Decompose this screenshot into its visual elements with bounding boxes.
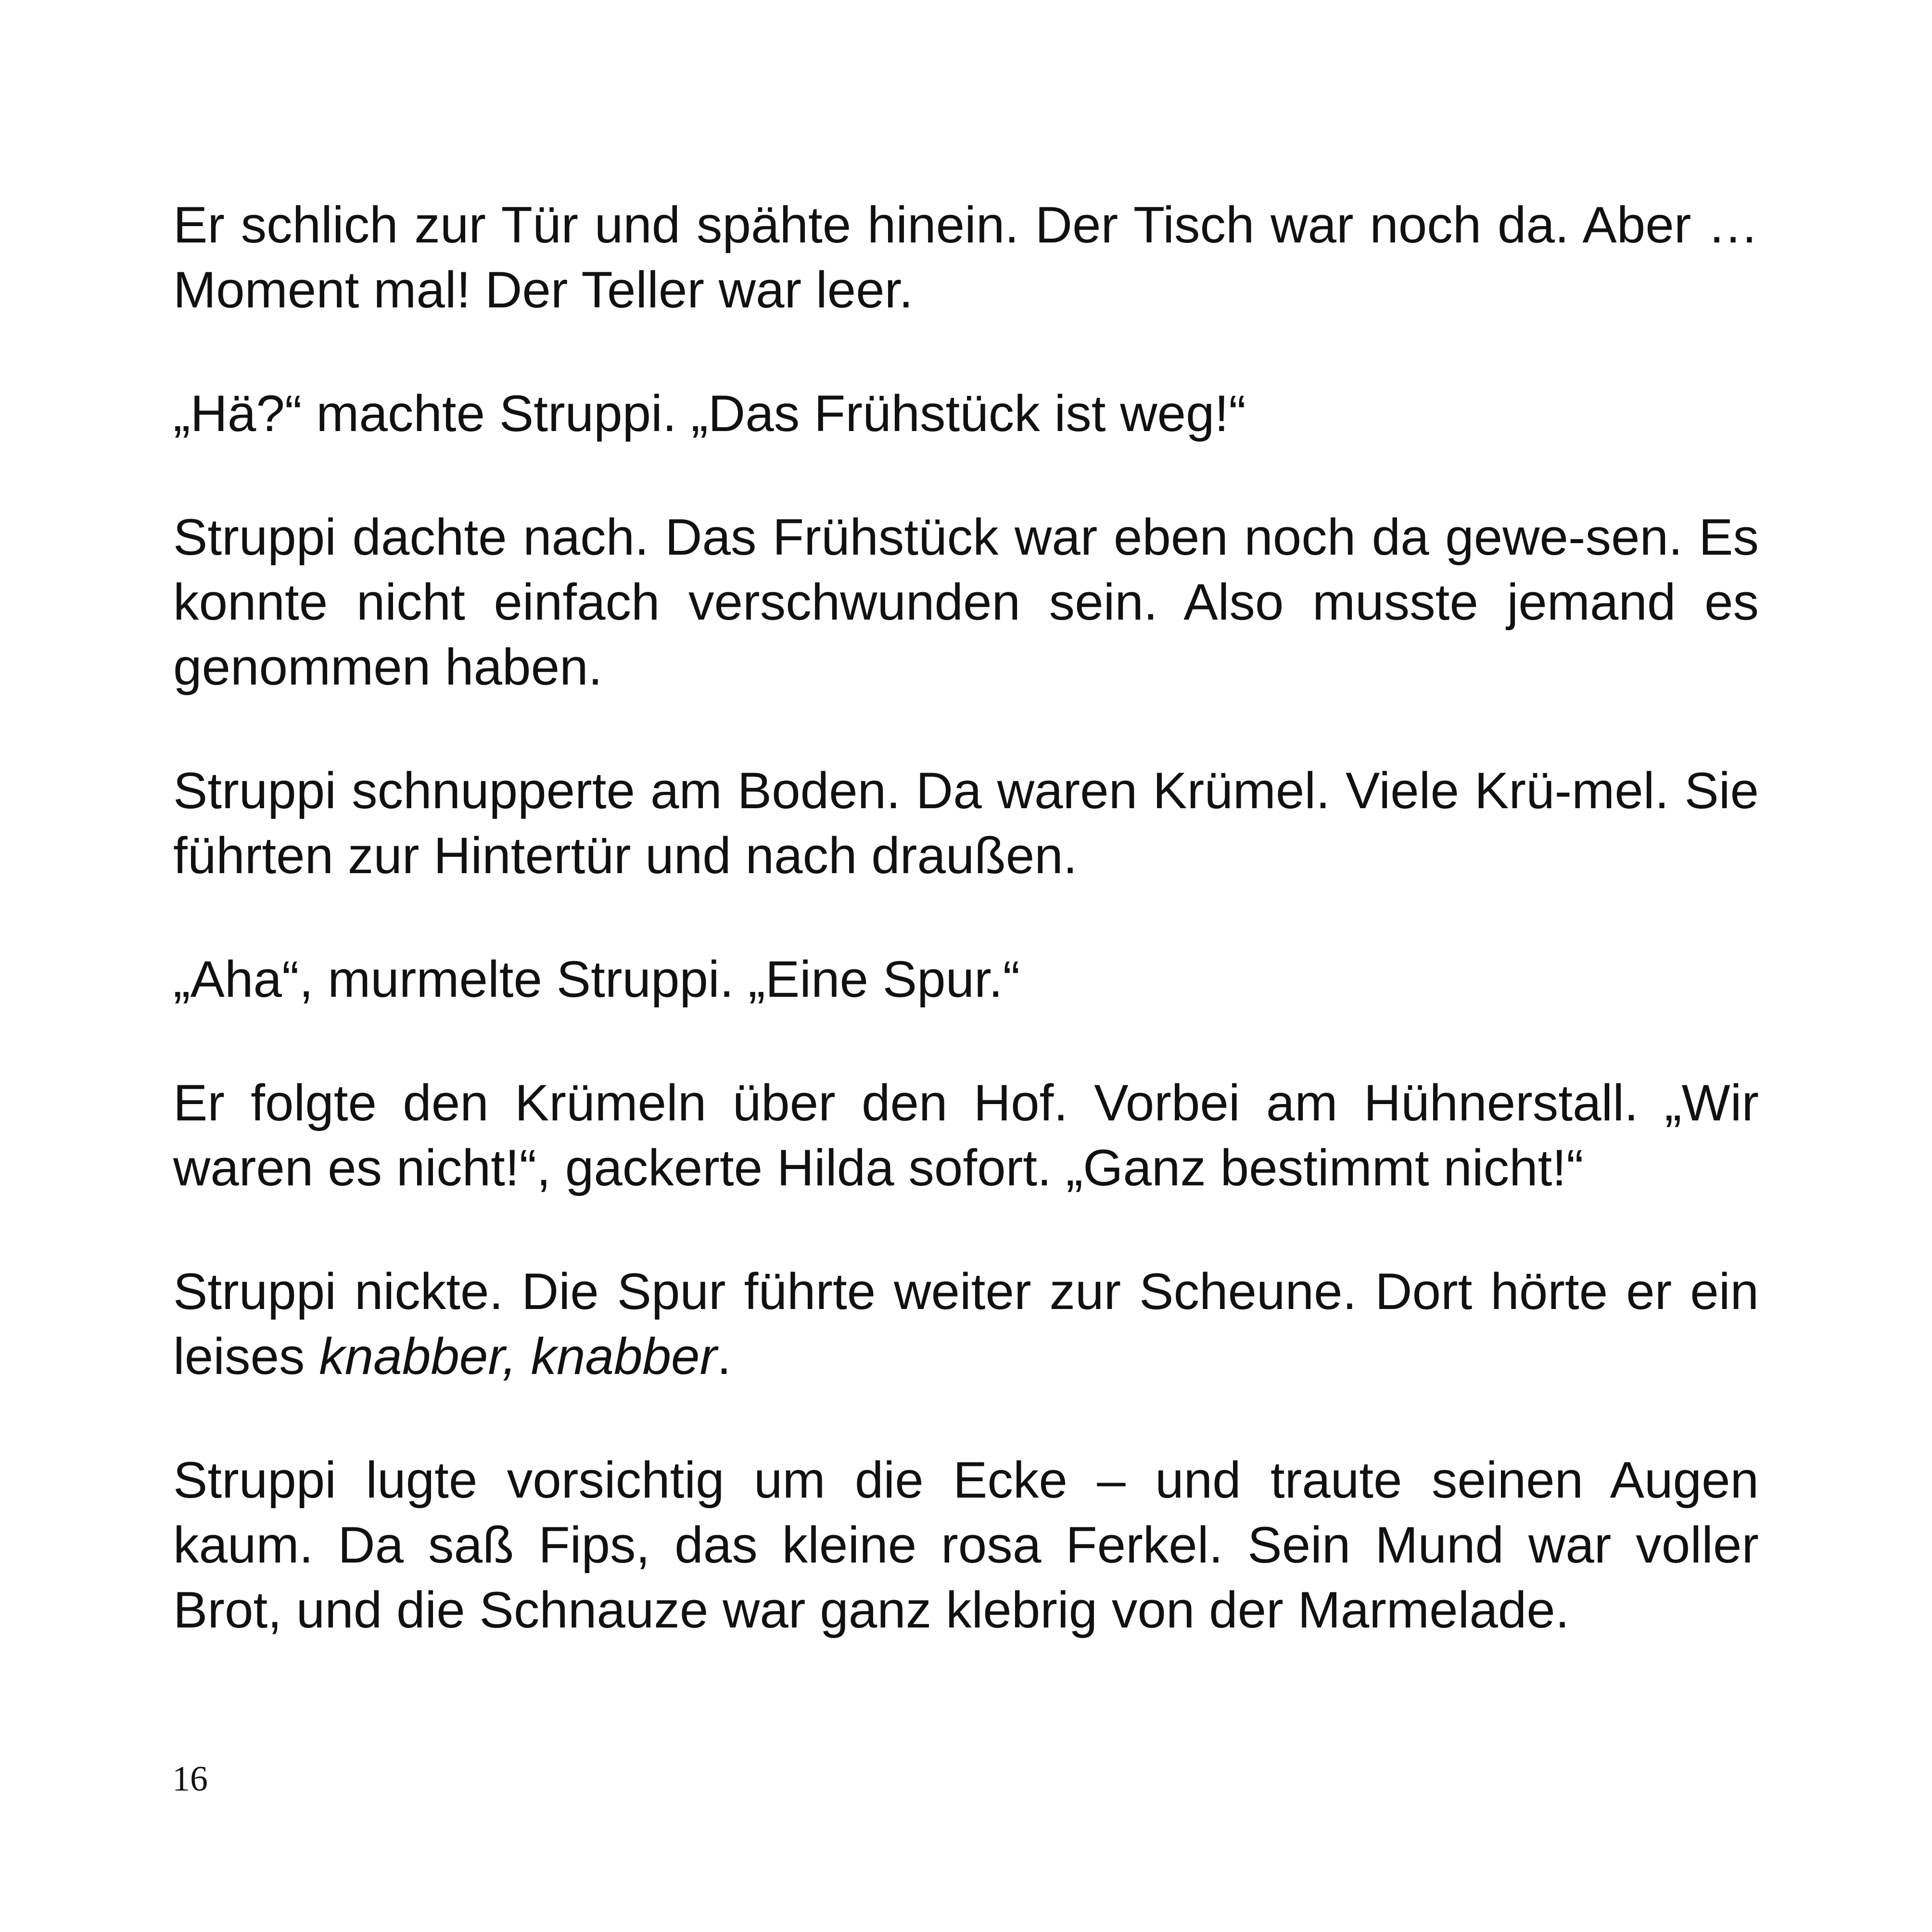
paragraph-7-text: Struppi nickte. Die Spur führte weiter zur Scheune. Dort hörte er ein leises <box>173 1262 1759 1385</box>
paragraph-6: Er folgte den Krümeln über den Hof. Vorbei am Hühnerstall. „Wir waren es nicht!“, gackerte Hilda sofort. „Ganz bestimmt nicht!“ <box>173 1074 1759 1196</box>
paragraph-5: „Aha“, murmelte Struppi. „Eine Spur.“ <box>173 950 1020 1008</box>
page-number: 16 <box>172 1759 208 1799</box>
paragraph-7-italic-sound: knabber, knabber <box>319 1327 717 1385</box>
story-text <box>173 192 1759 1642</box>
paragraph-2: „Hä?“ machte Struppi. „Das Frühstück ist weg!“ <box>173 384 1246 442</box>
paragraph-1: Er schlich zur Tür und spähte hinein. Der Tisch war noch da. Aber … Moment mal! Der Teller war leer. <box>173 196 1759 318</box>
paragraph-7-end: . <box>717 1327 731 1385</box>
paragraph-8: Struppi lugte vorsichtig um die Ecke – und traute seinen Augen kaum. Da saß Fips, das kleine rosa Ferkel. Sein Mund war voller Brot, und die Schnauze war ganz klebrig von der Marmelade. <box>173 1451 1759 1639</box>
paragraph-4: Struppi schnupperte am Boden. Da waren Krümel. Viele Krü-mel. Sie führten zur Hintertür und nach draußen. <box>173 762 1759 884</box>
paragraph-3: Struppi dachte nach. Das Frühstück war eben noch da gewe-sen. Es konnte nicht einfach verschwunden sein. Also musste jemand es genommen haben. <box>173 508 1759 696</box>
paragraph-7 <box>173 1259 1759 1389</box>
